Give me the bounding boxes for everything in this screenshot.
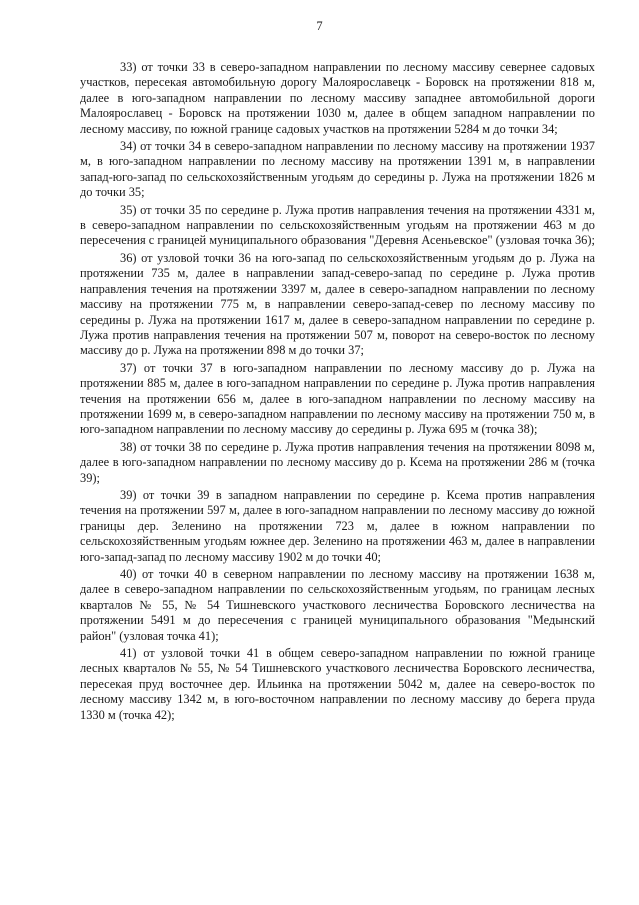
paragraph-35: 35) от точки 35 по середине р. Лужа против направления течения на протяжении 4331 м, в северо-западном направлении по сельскохозяйственным угодьям на протяжении 463 м до пересечения с границей муниципального образования "Деревня Асеньевское" (узловая точка 36);: [80, 202, 595, 248]
paragraph-41: 41) от узловой точки 41 в общем северо-западном направлении по южной границе лесных кварталов № 55, № 54 Тишневского участкового лесничества Боровского лесничества, пересекая пруд восточнее дер. Ильинка на протяжении 5042 м, далее на северо-восток по лесному массиву 1342 м, в юго-восточном направлении по лесному массиву до берега пруда 1330 м (точка 42);: [80, 646, 595, 722]
document-body: [80, 60, 595, 725]
page-number: 7: [316, 19, 323, 33]
paragraph-39: 39) от точки 39 в западном направлении по середине р. Ксема против направления течения на протяжении 597 м, далее в юго-западном направлении по лесному массиву до южной границы дер. Зеленино на протяжении 723 м, далее в южном направлении по сельскохозяйственным угодьям южнее дер. Зеленино на протяжении 463 м, далее в направлении юго-запад-запад по лесному массиву 1902 м до точки 40;: [80, 487, 595, 564]
paragraph-37: 37) от точки 37 в юго-западном направлении по лесному массиву до р. Лужа на протяжении 885 м, далее в юго-западном направлении по середине р. Лужа против направления течения на протяжении 656 м, далее в юго-западном направлении по лесному массиву на протяжении 1699 м, в северо-западном направлении по лесному массиву на протяжении 750 м, в юго-западном направлении по лесному массиву до середины р. Лужа 695 м (точка 38);: [80, 360, 595, 437]
paragraph-38: 38) от точки 38 по середине р. Лужа против направления течения на протяжении 8098 м, далее в юго-западном направлении по лесному массиву до р. Ксема на протяжении 286 м (точка 39);: [80, 439, 595, 485]
paragraph-40: 40) от точки 40 в северном направлении по лесному массиву на протяжении 1638 м, далее в северо-западном направлении по сельскохозяйственным угодьям, по границам лесных кварталов № 55, № 54 Тишневского участкового лесничества Боровского лесничества на протяжении 5491 м до пересечения с границей муниципального образования "Медынский район" (узловая точка 41);: [80, 567, 595, 643]
paragraph-33: 33) от точки 33 в северо-западном направлении по лесному массиву севернее садовых участков, пересекая автомобильную дорогу Малоярославецк - Боровск на протяжении 818 м, далее в юго-западном направлении по лесному массиву западнее автомобильной дороги Малоярославец - Боровск на протяжении 1030 м, далее в общем западном направлении по лесному массиву, по южной границе садовых участков на протяжении 5284 м до точки 34;: [80, 60, 595, 136]
paragraph-36: 36) от узловой точки 36 на юго-запад по сельскохозяйственным угодьям до р. Лужа на протяжении 735 м, далее в направлении запад-северо-запад по середине р. Лужа против направления течения на протяжении 3397 м, далее в северо-западном направлении по лесному массиву на протяжении 775 м, в направлении северо-запад-север по лесному массиву по середины р. Лужа на протяжении 1617 м, далее в северо-западном направлении по середине р. Лужа против направления течения на протяжении 507 м, поворот на северо-восток по лесному массиву до р. Лужа на протяжении 898 м до точки 37;: [80, 250, 595, 358]
paragraph-34: 34) от точки 34 в северо-западном направлении по лесному массиву на протяжении 1937 м, в юго-западном направлении по лесному массиву на протяжении 1391 м, в направлении запад-юго-запад по сельскохозяйственным угодьям до середины р. Лужа на протяжении 1826 м до точки 35;: [80, 139, 595, 200]
